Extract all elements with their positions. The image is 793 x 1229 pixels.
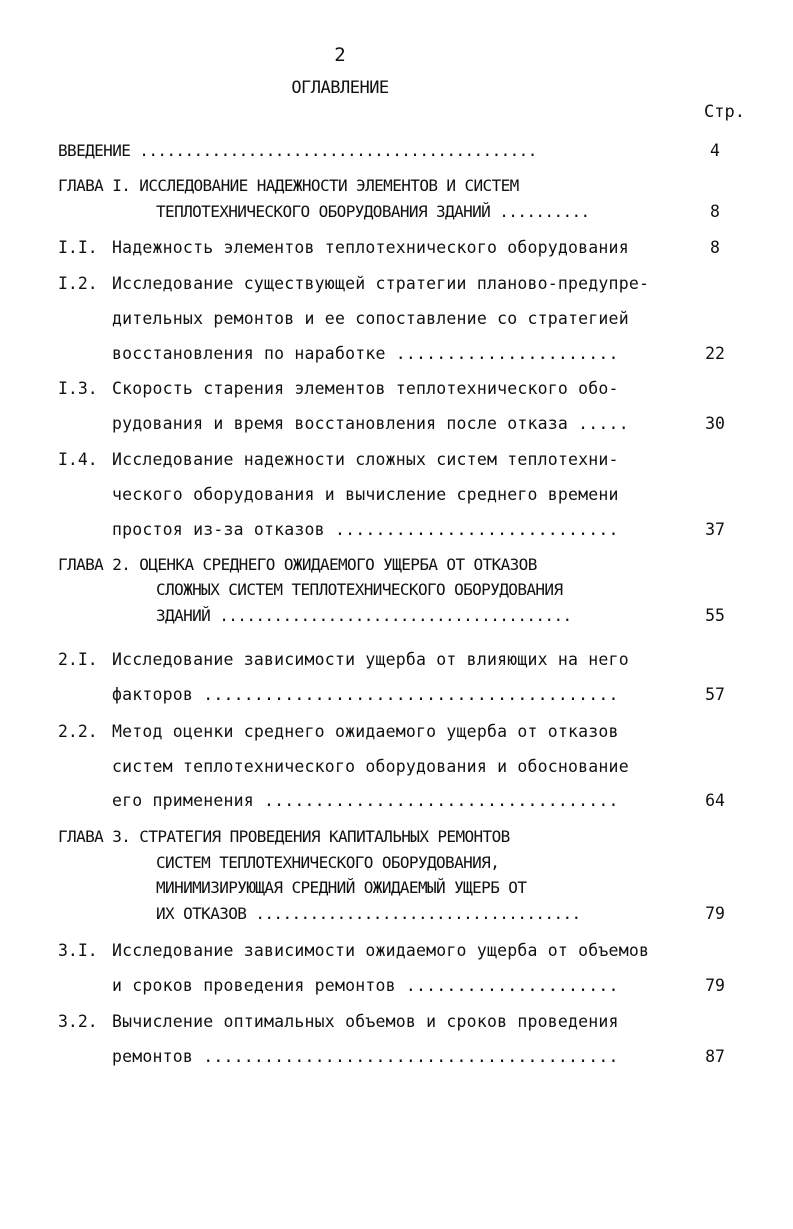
entry-text: Исследование зависимости ожидаемого ущерба от объемов <box>112 941 650 960</box>
section-number: 3.2. <box>58 1012 98 1031</box>
entry-page: 37 <box>705 520 725 539</box>
entry-text: ГЛАВА I. ИССЛЕДОВАНИЕ НАДЕЖНОСТИ ЭЛЕМЕНТОВ И СИСТЕМ <box>58 176 519 195</box>
entry-page: 87 <box>705 1047 725 1066</box>
page-column-label: Стр. <box>704 102 745 122</box>
entry-text: ИХ ОТКАЗОВ .................................... <box>156 904 581 923</box>
entry-page: 64 <box>705 791 725 810</box>
entry-text: Исследование надежности сложных систем теплотехни- <box>112 450 619 469</box>
entry-text: рудования и время восстановления после отказа ..... <box>112 414 629 433</box>
entry-text: ГЛАВА 2. ОЦЕНКА СРЕДНЕГО ОЖИДАЕМОГО УЩЕРБА ОТ ОТКАЗОВ <box>58 555 537 574</box>
section-number: I.3. <box>58 379 98 398</box>
entry-text: Метод оценки среднего ожидаемого ущерба от отказов <box>112 722 619 741</box>
entry-text: простоя из-за отказов ............................ <box>112 520 619 539</box>
page-number: 2 <box>334 44 346 66</box>
section-number: 2.I. <box>58 650 98 669</box>
entry-text: его применения ................................... <box>112 791 619 810</box>
entry-page: 8 <box>710 202 720 221</box>
entry-page: 8 <box>710 238 720 257</box>
entry-text: Исследование существующей стратегии планово-предупре- <box>112 274 650 293</box>
entry-text: и сроков проведения ремонтов ..................... <box>112 976 619 995</box>
entry-text: ГЛАВА 3. СТРАТЕГИЯ ПРОВЕДЕНИЯ КАПИТАЛЬНЫХ РЕМОНТОВ <box>58 827 510 846</box>
entry-page: 79 <box>705 976 725 995</box>
entry-page: 57 <box>705 685 725 704</box>
entry-text: ЗДАНИЙ ....................................... <box>156 606 572 625</box>
section-number: I.4. <box>58 450 98 469</box>
entry-text: систем теплотехнического оборудования и обоснование <box>112 757 629 776</box>
entry-text: дительных ремонтов и ее сопоставление со стратегией <box>112 309 629 328</box>
entry-text: СЛОЖНЫХ СИСТЕМ ТЕПЛОТЕХНИЧЕСКОГО ОБОРУДОВАНИЯ <box>156 580 563 599</box>
section-number: 3.I. <box>58 941 98 960</box>
entry-text: ремонтов ......................................... <box>112 1047 619 1066</box>
entry-text: МИНИМИЗИРУЮЩАЯ СРЕДНИЙ ОЖИДАЕМЫЙ УЩЕРБ ОТ <box>156 878 527 897</box>
toc-title: ОГЛАВЛЕНИЕ <box>291 78 389 98</box>
entry-text: СИСТЕМ ТЕПЛОТЕХНИЧЕСКОГО ОБОРУДОВАНИЯ, <box>156 853 500 872</box>
entry-text: ВВЕДЕНИЕ ............................................ <box>58 141 537 160</box>
entry-text: ческого оборудования и вычисление среднего времени <box>112 485 619 504</box>
entry-page: 79 <box>705 904 725 923</box>
entry-page: 55 <box>705 606 725 625</box>
entry-text: Скорость старения элементов теплотехнического обо- <box>112 379 619 398</box>
entry-page: 22 <box>705 344 725 363</box>
entry-page: 30 <box>705 414 725 433</box>
section-number: I.2. <box>58 274 98 293</box>
entry-text: Исследование зависимости ущерба от влияющих на него <box>112 650 629 669</box>
entry-text: Надежность элементов теплотехнического оборудования <box>112 238 629 257</box>
section-number: 2.2. <box>58 722 98 741</box>
section-number: I.I. <box>58 238 98 257</box>
entry-text: ТЕПЛОТЕХНИЧЕСКОГО ОБОРУДОВАНИЯ ЗДАНИЙ .......... <box>156 202 590 221</box>
entry-page: 4 <box>710 141 720 160</box>
entry-text: Вычисление оптимальных объемов и сроков проведения <box>112 1012 619 1031</box>
entry-text: факторов ......................................... <box>112 685 619 704</box>
entry-text: восстановления по наработке ...................... <box>112 344 619 363</box>
